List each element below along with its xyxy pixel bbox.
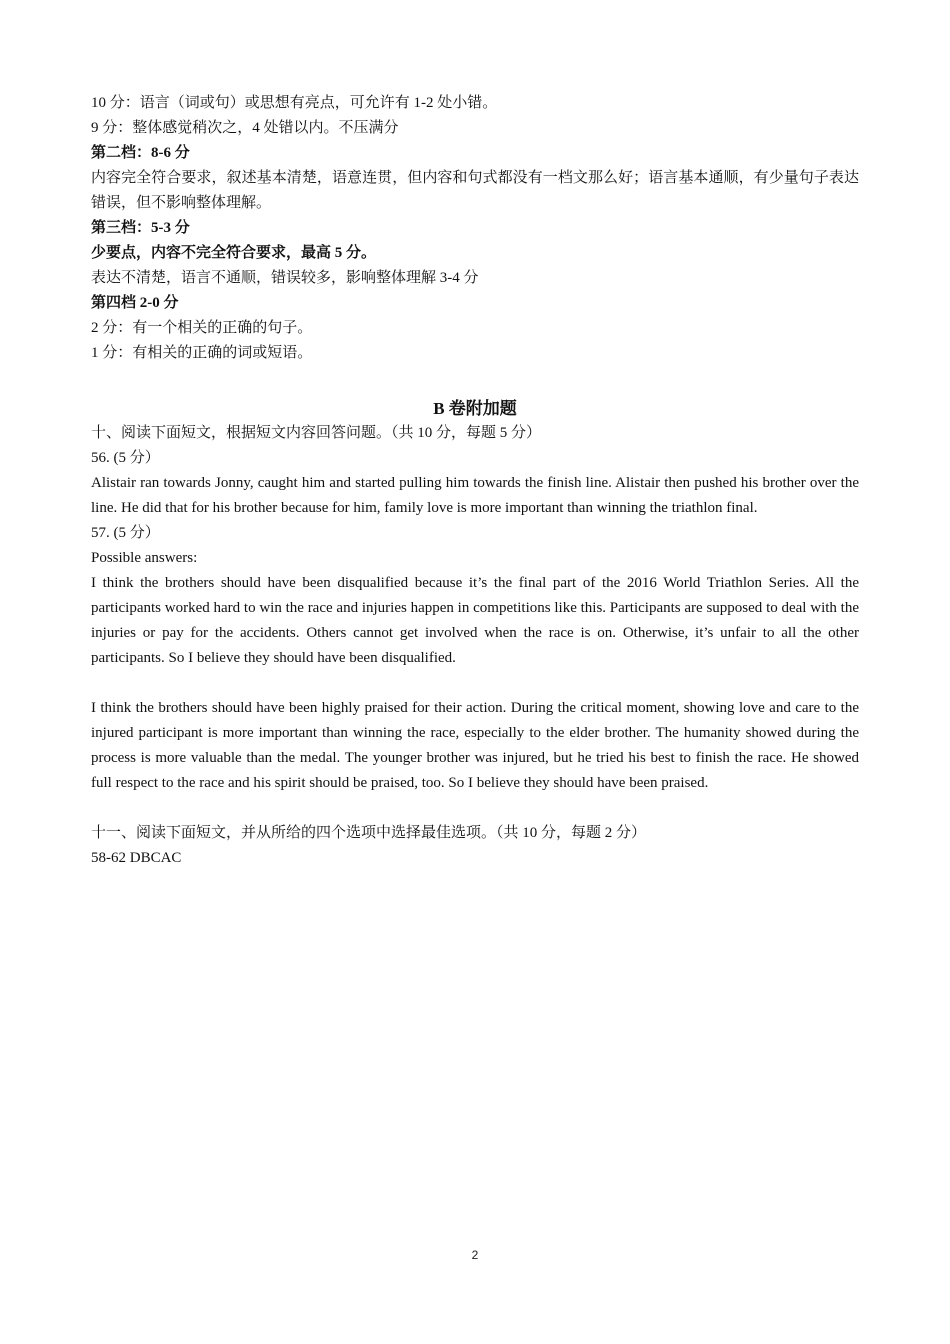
tier2-description: 内容完全符合要求，叙述基本清楚，语意连贯，但内容和句式都没有一档文那么好；语言基本通顺，有少量句子表达错误，但不影响整体理解。 [91, 170, 859, 211]
tier4-heading: 第四档 2-0 分 [91, 295, 179, 311]
score-9-line: 9 分：整体感觉稍次之，4 处错以内。不压满分 [91, 120, 399, 136]
question-11-heading: 十一、阅读下面短文，并从所给的四个选项中选择最佳选项。（共 10 分，每题 2 分） [91, 825, 647, 841]
tier3-bold-note: 少要点，内容不完全符合要求，最高 5 分。 [91, 245, 377, 261]
spacer [91, 366, 859, 396]
question-57-answer-disqualified: I think the brothers should have been disqualified because it’s the final part of the 2016 World Triathlon Series. All the participants worked hard to win the race and injuries happen in competitions like this. Participants are supposed to deal with the injuries or pay for the accidents. Others cannot get involved when the race is on. Otherwise, it’s unfair to all the other participants. So I believe they should have been disqualified. [91, 575, 859, 666]
answers-58-62: 58-62 DBCAC [91, 850, 182, 866]
score-10-line: 10 分：语言（词或句）或思想有亮点，可允许有 1-2 处小错。 [91, 95, 498, 111]
possible-answers-label: Possible answers: [91, 550, 198, 566]
document-page [91, 91, 859, 871]
tier4-score-2: 2 分：有一个相关的正确的句子。 [91, 320, 313, 336]
question-56-label: 56. (5 分） [91, 450, 160, 466]
question-57-label: 57. (5 分） [91, 525, 160, 541]
section-b-title: B 卷附加题 [433, 399, 517, 418]
spacer [91, 796, 859, 821]
spacer [91, 671, 859, 696]
question-57-answer-praised: I think the brothers should have been highly praised for their action. During the critical moment, showing love and care to the injured participant is more important than winning the race, especially to the elder brother. The humanity showed during the process is more valuable than the medal. The younger brother was injured, but he tried his best to finish the race. He showed full respect to the race and his spirit should be praised, too. So I believe they should have been praised. [91, 700, 859, 791]
tier4-score-1: 1 分：有相关的正确的词或短语。 [91, 345, 313, 361]
question-10-heading: 十、阅读下面短文，根据短文内容回答问题。（共 10 分，每题 5 分） [91, 425, 542, 441]
tier3-heading: 第三档：5-3 分 [91, 220, 190, 236]
page-number: 2 [471, 1248, 479, 1262]
tier3-description: 表达不清楚，语言不通顺，错误较多，影响整体理解 3-4 分 [91, 270, 479, 286]
question-56-answer: Alistair ran towards Jonny, caught him and started pulling him towards the finish line. Alistair then pushed his brother over the line. He did that for his brother because for him, family love is more important than winning the triathlon final. [91, 475, 859, 516]
tier2-heading: 第二档：8-6 分 [91, 145, 190, 161]
